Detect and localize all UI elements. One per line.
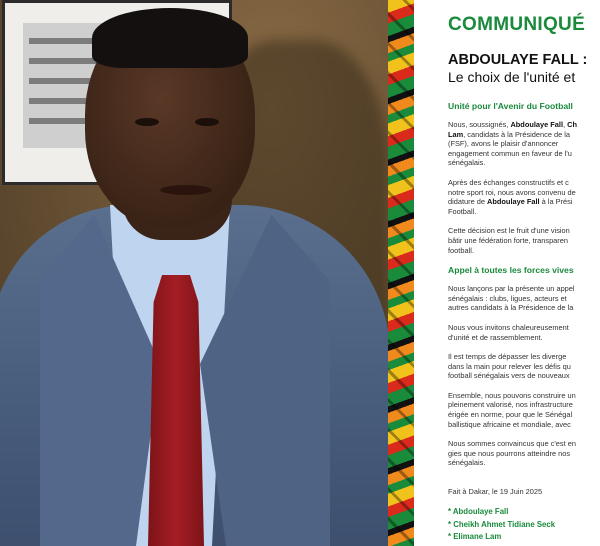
left-eye [135, 118, 159, 126]
signatory: * Elimane Lam [448, 532, 502, 542]
section-heading-appeal: Appel à toutes les forces vives [448, 265, 574, 276]
paragraph-invitation: Nous vous invitons chaleureusement d'unité et de rassemblement. [448, 322, 569, 342]
communique-document [414, 0, 600, 546]
mouth [160, 185, 212, 195]
right-eye [195, 118, 219, 126]
hair [92, 8, 248, 68]
signatory: * Cheikh Ahmet Tidiane Seck [448, 519, 556, 529]
paragraph-appeal: Nous lançons par la présente un appel sénégalais : clubs, ligues, acteurs et autres candidats à la Présidence de la [448, 284, 575, 313]
section-heading-unity: Unité pour l'Avenir du Football [448, 101, 573, 111]
paragraph-exchanges: Après des échanges constructifs et c notre sport roi, nous avons convenu de didature de Abdoulaye Fall à la Prési Football. [448, 177, 576, 216]
paragraph-together: Ensemble, nous pouvons construire un pleinement valorisé, nos infrastructure érigée en norme, pour que le Sénégal ballistique africaine et mondiale, avec [448, 390, 576, 429]
headline: ABDOULAYE FALL : [448, 52, 588, 68]
kente-pattern-stripe [388, 0, 414, 546]
communique-title: COMMUNIQUÉ [448, 14, 586, 35]
signatories-list [448, 506, 600, 544]
paragraph-intro: Nous, soussignés, Abdoulaye Fall, Ch Lam, candidats à la Présidence de la (FSF), avons le plaisir d'annoncer engagement commun en faveur de l'u sénégalais. [448, 120, 577, 168]
subtitle: Le choix de l'unité et [448, 69, 576, 85]
paragraph-decision: Cette décision est le fruit d'une vision bâtir une fédération forte, transparen football. [448, 226, 570, 255]
signatory: * Abdoulaye Fall [448, 507, 509, 517]
paragraph-divergences: Il est temps de dépasser les diverge dans la main pour relever les défis qu football sénégalais vers de nouveaux [448, 352, 571, 381]
document-content [448, 14, 600, 544]
place-date: Fait à Dakar, le 19 Juin 2025 [448, 487, 543, 497]
paragraph-conviction: Nous sommes convaincus que c'est en gies que nous pourrons atteindre nos sénégalais. [448, 439, 576, 468]
red-tie [148, 275, 204, 546]
